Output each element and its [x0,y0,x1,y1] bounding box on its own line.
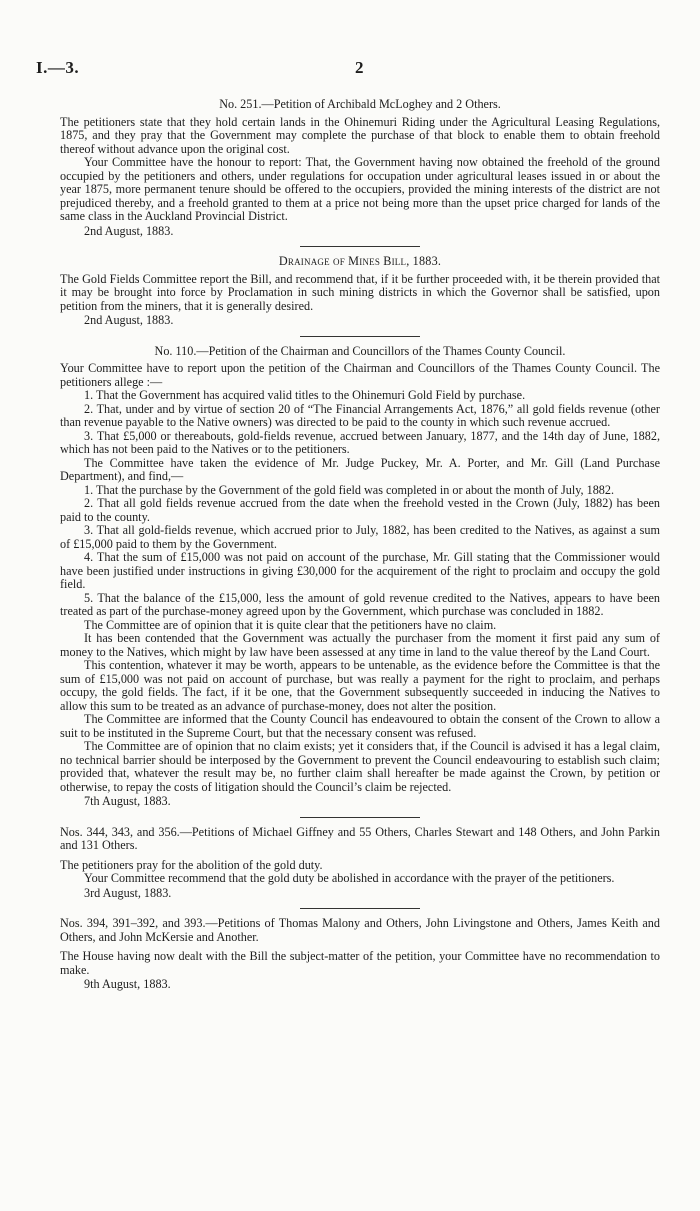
section-divider [300,908,420,909]
allegation-item: 3. That £5,000 or thereabouts, gold-fields revenue, accrued between January, 1877, and the 14th day of June, 1882, which has not been paid to the Natives or to the petitioners. [60,428,660,456]
section-divider [300,817,420,818]
paragraph: This contention, whatever it may be worth, appears to be untenable, as the evidence before the Committee is that the sum of £15,000 was not paid on account of purchase, but was really a payment for the right to proclaim, and perhaps occupy, the gold fields. The fact, if it be one, that the Government subsequently succeeded in inducing the Natives to allow this sum to be treated as an advance of purchase-money, does not alter the position. [60,658,660,713]
paragraph: The petitioners state that they hold certain lands in the Ohinemuri Riding under the Agricultural Leasing Regulations, 1875, and they pray that the Government may complete the purchase of that block to enable them to obtain freehold thereof without advance upon the original cost. [60,114,660,156]
date-line: 2nd August, 1883. [84,313,174,327]
paragraph: Your Committee have to report upon the petition of the Chairman and Councillors of the Thames County Council. The petitioners allege :— [60,361,660,389]
bill-heading: Drainage of Mines Bill, 1883. [278,254,442,268]
paragraph: The Committee are informed that the County Council has endeavoured to obtain the consent of the Crown to allow a suit to be instituted in the Supreme Court, but that the necessary consent was refused. [60,712,660,740]
paragraph: Your Committee have the honour to report: That, the Government having now obtained the freehold of the ground occupied by the petitioners and others, under regulations for occupation under agricultural leases issued in or about the year 1875, more permanent tenure should be offered to the occupiers, provided the mining interests of the district are not prejudiced thereby, and a freehold granted to them at a price not being more than the upset price charged for lands of the same class in the Auckland Provincial District. [60,155,660,223]
paragraph: Your Committee recommend that the gold duty be abolished in accordance with the prayer of the petitioners. [84,871,615,885]
date-line: 3rd August, 1883. [84,885,172,900]
petition-heading: Nos. 344, 343, and 356.—Petitions of Michael Giffney and 55 Others, Charles Stewart and 148 Others, and John Parkin and 131 Others. [60,824,660,852]
paragraph: The Committee are of opinion that it is quite clear that the petitioners have no claim. [84,617,497,632]
date-line: 7th August, 1883. [84,794,171,808]
finding-item: 5. That the balance of the £15,000, less the amount of gold revenue credited to the Natives, appears to have been treated as part of the purchase-money agreed upon by the Government, which purchase was concluded in 1882. [60,590,660,618]
paragraph: The Committee are of opinion that no claim exists; yet it considers that, if the Council is advised it has a legal claim, no technical barrier should be interposed by the Government to prevent the Council endeavouring to establish such claim; provided that, whatever the result may be, no further claim shall hereafter be made against the Crown, by petition or otherwise, to repay the costs of litigation should the Council’s claim be rejected. [60,739,660,794]
paragraph: The House having now dealt with the Bill the subject-matter of the petition, your Committee have no recommendation to make. [60,949,660,977]
section-divider [300,336,420,337]
section-divider [300,246,420,247]
paper-reference: I.—3. [36,58,80,77]
page-number: 2 [355,58,364,77]
paragraph: The Committee have taken the evidence of Mr. Judge Puckey, Mr. A. Porter, and Mr. Gill (Land Purchase Department), and find,— [60,455,660,483]
date-line: 9th August, 1883. [84,977,171,991]
paragraph: The petitioners pray for the abolition of the gold duty. [60,857,323,872]
allegation-item: 2. That, under and by virtue of section 20 of “The Financial Arrangements Act, 1876,” all gold fields revenue (other than revenue payable to the Native owners) was directed to be paid to the county in which such revenue accrued. [60,401,660,429]
allegation-item: 1. That the Government has acquired valid titles to the Ohinemuri Gold Field by purchase. [84,388,526,402]
petition-heading: Nos. 394, 391–392, and 393.—Petitions of Thomas Malony and Others, John Livingstone and Others, James Keith and Others, and John McKersie and Another. [60,916,660,944]
finding-item: 3. That all gold-fields revenue, which accrued prior to July, 1882, has been credited to the Natives, as against a sum of £15,000 paid to them by the Government. [60,523,660,551]
petition-heading: No. 110.—Petition of the Chairman and Councillors of the Thames County Council. [154,343,566,358]
document-body [60,92,660,992]
date-line: 2nd August, 1883. [84,223,174,238]
finding-item: 4. That the sum of £15,000 was not paid on account of the purchase, Mr. Gill stating that the Commissioner would have been justified under instructions in giving £30,000 for the acquirement of the right to proclaim and occupy the gold field. [60,550,660,591]
finding-item: 1. That the purchase by the Government of the gold field was completed in or about the month of July, 1882. [84,482,615,497]
finding-item: 2. That all gold fields revenue accrued from the date when the freehold vested in the Crown (July, 1882) has been paid to the county. [60,496,660,524]
paragraph: The Gold Fields Committee report the Bill, and recommend that, if it be further proceeded with, it be therein provided that it may be brought into force by Proclamation in such mining districts in which the Governor shall be satisfied, upon petition from the miners, that it is generally desired. [60,271,660,313]
petition-heading: No. 251.—Petition of Archibald McLoghey and 2 Others. [219,97,501,111]
paragraph: It has been contended that the Government was actually the purchaser from the moment it first paid any sum of money to the Natives, which might by law have been assessed at any time in land to the value thereof by the Land Court. [60,631,660,659]
